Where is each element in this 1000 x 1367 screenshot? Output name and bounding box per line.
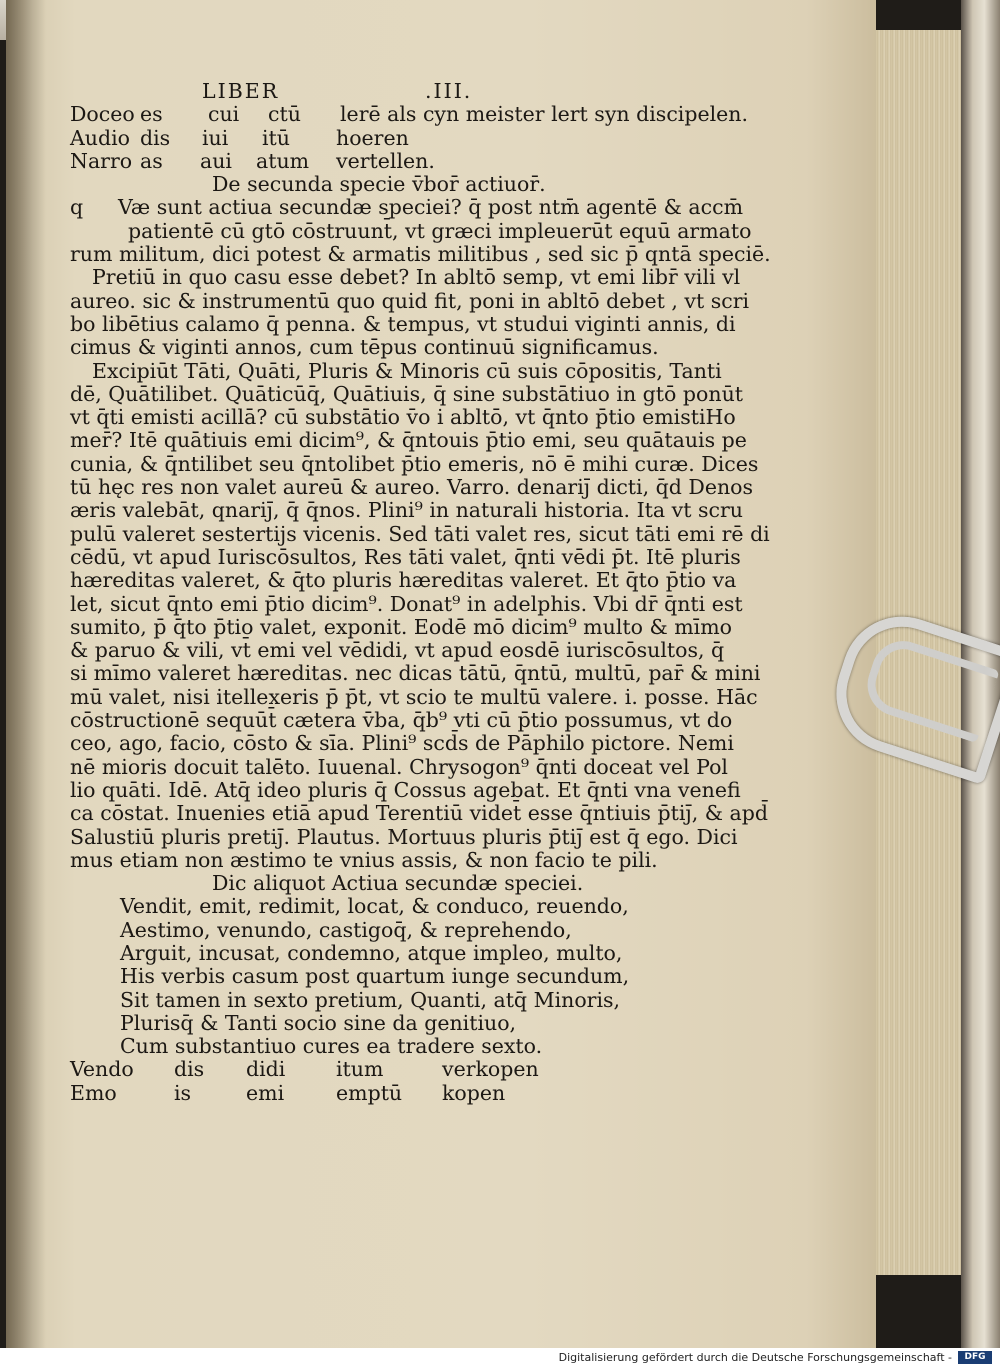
text-line: cimus & viginti annos, cum tēpus continuū significamus. — [70, 335, 659, 360]
text-line-row — [70, 801, 768, 826]
text-line: patientē cū gtō cōstruunt̄, vt græci impleuerūt equū armato — [128, 218, 752, 243]
text-line-row — [70, 288, 750, 313]
conjugation-form: aui — [200, 148, 232, 173]
verse-line: Vendit, emit, redimit, locat, & conduco, reuendo, — [120, 894, 629, 919]
text-line-row — [70, 498, 743, 523]
conjugation-form: itum — [336, 1057, 384, 1082]
text-line: Væ sunt actiua secundæ speciei? q̄ post ntm̄ agentē & accm̄ — [118, 195, 744, 220]
conjugation-verb: Vendo — [70, 1057, 134, 1082]
text-line: mer̄? Itē quātiuis emi dicim⁹, & q̄ntouis p̄tio emi, seu quātauis pe — [70, 428, 747, 453]
verse-line: His verbis casum post quartum iunge secundum, — [120, 964, 630, 989]
verse-row — [70, 989, 720, 1012]
conjugation-verb: Doceo — [70, 102, 135, 127]
verse-heading-row — [70, 872, 720, 895]
verse-line: Aestimo, venundo, castigoq̄, & reprehendo, — [120, 917, 572, 942]
conjugation-gloss: verkopen — [442, 1057, 539, 1082]
text-line: mū valet, nisi itellexeris p̄ p̄t, vt scio te multū valere. i. posse. Hāc — [70, 684, 758, 709]
conjugation-verb: Narro — [70, 148, 133, 173]
text-line: lio quāti. Idē. Atq̄ ideo pluris q̄ Cossus agebat. Et q̄nti vna venefi — [70, 777, 741, 802]
text-line: Excipiūt Tāti, Quāti, Pluris & Minoris cū suis cōpositis, Tanti — [92, 358, 722, 383]
text-line: let, sicut q̄nto emi p̄tio dicim⁹. Donat⁹ in adelphis. Vbi dr̄ q̄nti est — [70, 591, 743, 616]
text-line-row — [70, 684, 758, 709]
text-line: cēdū, vt apud Iuriscōsultos, Res tāti valet, q̄nti vēdi p̄t. Itē pluris — [70, 544, 741, 569]
conjugation-form: es — [140, 102, 163, 127]
running-header — [70, 80, 720, 103]
text-line-row — [70, 242, 771, 267]
text-line-row — [70, 849, 720, 872]
text-line-row — [70, 428, 747, 453]
text-line: nē mioris docuit talēto. Iuuenal. Chrysogon⁹ q̄nti doceat vel Pol — [70, 754, 728, 779]
conjugation-gloss: vertellen. — [336, 148, 435, 173]
text-line: aureo. sic & instrumentū quo quid fit, poni in abltō debet , vt scri — [70, 288, 750, 313]
text-line: pulū valeret sestertijs vicenis. Sed tāti valet res, sicut tāti emi rē di — [70, 521, 770, 546]
verse-line: Arguit, incusat, condemno, atque impleo, multo, — [120, 940, 623, 965]
text-line-row — [70, 777, 741, 802]
text-line: cunia, & q̄ntilibet seu q̄ntolibet p̄tio emeris, nō ē mihi curæ. Dices — [70, 451, 759, 476]
conjugation-form: as — [140, 148, 163, 173]
text-line: bo libētius calamo q̄ penna. & tempus, vt studui viginti annis, di — [70, 311, 736, 336]
conjugation-form: emi — [246, 1080, 285, 1105]
conjugation-form: ctū — [268, 102, 301, 127]
text-line: rum militum, dici potest & armatis militibus , sed sic p̄ qntā speciē. — [70, 242, 771, 267]
verse-row — [70, 895, 720, 918]
conjugation-row — [70, 1082, 720, 1105]
conjugation-form: iui — [202, 125, 229, 150]
text-line: Pretiū in quo casu esse debet? In abltō semp, vt emi libr̄ vili vl — [92, 265, 741, 290]
text-line-row — [70, 451, 759, 476]
footer-caption: Digitalisierung gefördert durch die Deutsche Forschungsgemeinschaft - — [558, 1351, 952, 1364]
conjugation-form: is — [174, 1080, 192, 1105]
conjugation-gloss: hoeren — [336, 125, 409, 150]
text-line: ceo, ago, facio, cōsto & sīa. Plini⁹ scd̄s de Pāphilo pictore. Nemi — [70, 731, 734, 756]
text-line: mus etiam non æstimo te vnius assis, & non facio te pili. — [70, 847, 658, 872]
text-line-row — [70, 405, 736, 430]
conjugation-form: emptū — [336, 1080, 403, 1105]
section-heading: De secunda specie v̄bor̄ actiuor̄. — [212, 172, 546, 197]
text-line-row — [70, 824, 738, 849]
text-line: sumito, p̄ q̄to p̄tio valet, exponit. Eodē mō dicim⁹ multo & mīmo — [70, 614, 733, 639]
text-line-row — [70, 708, 733, 733]
text-line-row — [70, 754, 728, 779]
conjugation-row — [70, 127, 720, 150]
text-line-row — [70, 591, 743, 616]
section-heading-row — [70, 173, 720, 196]
text-line-row — [70, 360, 720, 383]
conjugation-row — [70, 150, 720, 173]
text-line-row — [70, 731, 734, 756]
text-line-row — [70, 544, 741, 569]
verse-row — [70, 965, 720, 988]
text-line-row — [70, 218, 752, 243]
text-line: Salustiū pluris pretij̄. Plautus. Mortuus pluris p̄tij̄ est q̄ ego. Dici — [70, 824, 738, 849]
footer-bar — [0, 1348, 1000, 1367]
text-line: cōstructionē sequūt̄ cætera v̄ba, q̄b⁹ vti cū p̄tio possumus, vt do — [70, 708, 733, 733]
text-line: si mīmo valeret hæreditas. nec dicas tātū, q̄ntū, multū, par̄ & mini — [70, 661, 761, 686]
text-line-row — [70, 475, 754, 500]
text-line-row — [70, 614, 733, 639]
text-line-row — [70, 521, 770, 546]
header-book: LIBER — [202, 79, 280, 103]
conjugation-form: didi — [246, 1057, 286, 1082]
verse-row — [70, 942, 720, 965]
conjugation-gloss: lerē als cyn meister lert syn discipelen. — [340, 102, 749, 127]
page-text — [70, 79, 771, 1105]
text-line-row — [70, 638, 725, 663]
conjugation-gloss: kopen — [442, 1080, 506, 1105]
text-line-row — [70, 311, 736, 336]
verse-row — [70, 1035, 720, 1058]
text-line-row — [70, 661, 761, 686]
initial-letter: q — [70, 195, 84, 220]
conjugation-verb: Emo — [70, 1080, 117, 1105]
verse-row — [70, 1012, 720, 1035]
text-line: vt q̄ti emisti acillā? cū substātio v̄o i abltō, vt q̄nto p̄tio emistiHo — [70, 405, 736, 430]
conjugation-verb: Audio — [70, 125, 131, 150]
text-line: hæreditas valeret, & q̄to pluris hæreditas valeret. Et q̄to p̄tio va — [70, 568, 737, 593]
gutter-shadow — [6, 0, 46, 1348]
conjugation-form: cui — [208, 102, 240, 127]
conjugation-form: atum — [256, 148, 310, 173]
verse-row — [70, 919, 720, 942]
conjugation-form: itū — [262, 125, 290, 150]
text-line-row — [70, 568, 737, 593]
conjugation-form: dis — [140, 125, 171, 150]
conjugation-row — [70, 1058, 720, 1081]
text-line-row — [70, 336, 720, 359]
text-line: ca cōstat. Inuenies etiā apud Terentiū videt̄ esse q̄ntiuis p̄tij̄, & apd̄ — [70, 801, 768, 826]
conjugation-row — [70, 102, 749, 127]
text-line: tū hęc res non valet aureū & aureo. Varro. denarij̄ dicti, q̄d Denos — [70, 475, 754, 500]
conjugation-form: dis — [174, 1057, 205, 1082]
verse-line: Cum substantiuo cures ea tradere sexto. — [120, 1034, 543, 1059]
text-line-row — [70, 265, 741, 290]
verse-heading: Dic aliquot Actiua secundæ speciei. — [212, 871, 584, 896]
text-line: dē, Quātilibet. Quāticūq̄, Quātiuis, q̄ sine substātiuo in gtō ponūt — [70, 381, 744, 406]
text-line: & paruo & vili, vt̄ emi vel vēdidi, vt apud eosdē iuriscōsultos, q̄ — [70, 638, 725, 663]
dfg-logo-icon: DFG — [958, 1351, 992, 1364]
text-line-row — [70, 381, 744, 406]
header-number: .III. — [425, 79, 473, 103]
verse-line: Sit tamen in sexto pretium, Quanti, atq̄ Minoris, — [120, 987, 621, 1012]
text-line: æris valebāt, qnarij̄, q̄ q̄nos. Plini⁹ in naturali historia. Ita vt scru — [70, 498, 743, 523]
verse-line: Plurisq̄ & Tanti socio sine da genitiuo, — [120, 1010, 517, 1035]
paragraph-1-first-line — [70, 195, 744, 220]
